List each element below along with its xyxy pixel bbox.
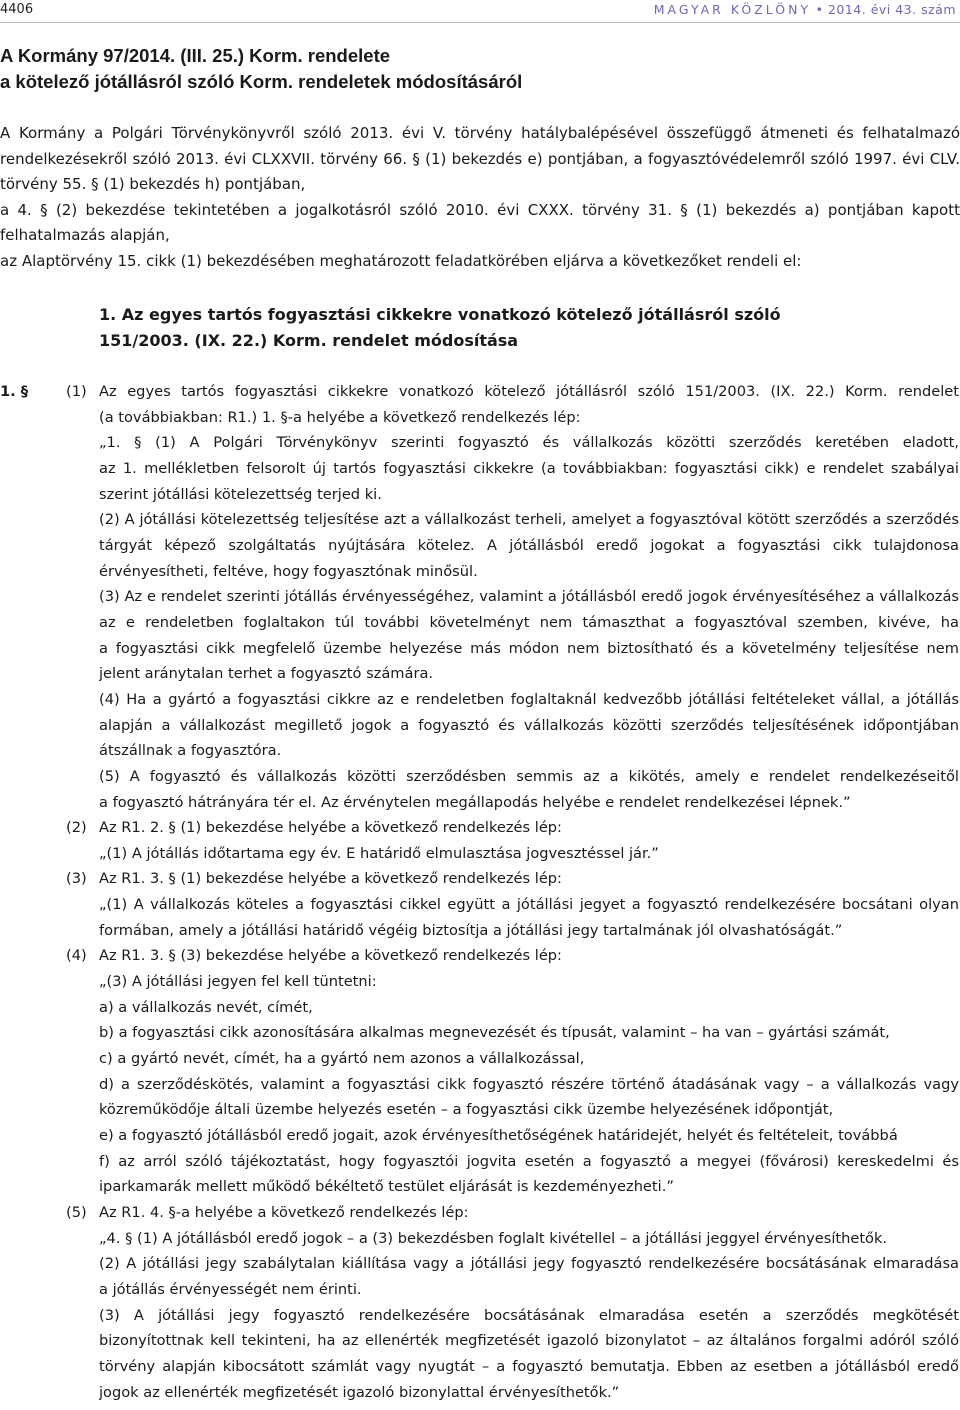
section-heading-line-2: 151/2003. (IX. 22.) Korm. rendelet módosítása [99, 331, 519, 350]
body-text: az 1. mellékletben felsorolt új tartós fogyasztási cikkekre (a továbbiakban: fogyasztási cikk) e rendelet szabályai [99, 459, 959, 477]
section-body [0, 379, 960, 1405]
preamble [0, 121, 960, 274]
preamble-paragraph-1: A Kormány a Polgári Törvénykönyvről szóló 2013. évi V. törvény hatálybalépésével összefüggő átmeneti és felhatalmazó rendelkezésekről szóló 2013. évi CLXXVII. törvény 66. § (1) bekezdés e) pontjában, a fogyasztóvédelemről szóló 1997. évi CLV. törvény 55. § (1) bekezdés h) pontjában, [0, 124, 960, 193]
body-text: (2) A jótállási kötelezettség teljesítése azt a vállalkozást terheli, amelyet a fogyasztóval kötött szerződés a szerződés [99, 511, 959, 529]
journal-issue-label [654, 2, 956, 17]
separator-bullet: • [815, 2, 824, 17]
body-text: „1. § (1) A Polgári Törvénykönyv szerinti fogyasztó és vállalkozás közötti szerződés keretében eladott, [99, 434, 959, 452]
body-line [0, 764, 960, 790]
body-text: f) az arról szóló tájékoztatást, hogy fogyasztói jogvita esetén a fogyasztó a megyei (fővárosi) kereskedelmi és [99, 1152, 959, 1170]
body-text: bizonyítottnak kell tekinteni, ha az ellenérték megfizetését igazoló bizonylatot – az általános forgalmi adóról szóló [99, 1332, 959, 1350]
body-text: c) a gyártó nevét, címét, ha a gyártó nem azonos a vállalkozással, [99, 1050, 585, 1068]
body-text: alapján a vállalkozást megillető jogok a fogyasztó és vállalkozás közötti szerződés teljesítésének időpontjában [99, 716, 959, 734]
body-text: törvény alapján kibocsátott számlát vagy nyugtát – a fogyasztó bemutatja. Ebben az esetben a jótállásból eredő [99, 1357, 959, 1375]
body-text: iparkamarák mellett működő békéltető testület eljárását is kezdeményezheti.” [99, 1178, 674, 1196]
body-line [0, 1226, 960, 1252]
body-line [0, 1380, 960, 1406]
body-line [0, 1046, 960, 1072]
body-line [0, 559, 960, 585]
body-line [0, 1174, 960, 1200]
body-line [0, 713, 960, 739]
subsection-number: (1) [66, 383, 87, 400]
body-line [0, 1123, 960, 1149]
body-line [0, 1354, 960, 1380]
body-line [0, 918, 960, 944]
body-text: szerint jótállási kötelezettség terjed ki. [99, 485, 382, 503]
body-text: b) a fogyasztási cikk azonosítására alkalmas megnevezését és típusát, valamint – ha van – gyártási számát, [99, 1024, 890, 1042]
preamble-paragraph-3: az Alaptörvény 15. cikk (1) bekezdésében meghatározott feladatkörében eljárva a következőket rendeli el: [0, 251, 802, 270]
body-line [0, 738, 960, 764]
body-line [0, 405, 960, 431]
body-text: jelent aránytalan terhet a fogyasztó számára. [99, 665, 434, 683]
body-text: (5) A fogyasztó és vállalkozás közötti szerződésben semmis az a kikötés, amely e rendelet rendelkezéseitől [99, 767, 959, 785]
body-line [0, 943, 960, 969]
body-line [0, 379, 960, 405]
body-line [0, 584, 960, 610]
paragraph-mark: 1. § [0, 383, 29, 400]
body-text: a fogyasztó hátrányára tér el. Az érvénytelen megállapodás helyébe e rendelet rendelkezései lépnek.” [99, 793, 851, 811]
section-heading-line-1: 1. Az egyes tartós fogyasztási cikkekre vonatkozó kötelező jótállásról szóló [99, 305, 781, 324]
body-line [0, 790, 960, 816]
body-text: (4) Ha a gyártó a fogyasztási cikkre az e rendeletben foglaltaknál kedvezőbb jótállási feltételeket vállal, a jótállás [99, 690, 959, 708]
body-line [0, 815, 960, 841]
decree-title [0, 43, 700, 95]
page-header [0, 0, 960, 24]
subsection-number: (4) [66, 947, 87, 965]
body-text: a) a vállalkozás nevét, címét, [99, 998, 313, 1016]
body-line [0, 866, 960, 892]
issue-number: 2014. évi 43. szám [827, 2, 956, 17]
body-line [0, 1303, 960, 1329]
body-line [0, 661, 960, 687]
body-text: (2) A jótállási jegy szabálytalan kiállítása vagy a jótállási jegy fogyasztó rendelkezésére bocsátásának elmaradása [99, 1255, 959, 1273]
body-line [0, 1097, 960, 1123]
subsection-number: (2) [66, 819, 87, 837]
body-text: (a továbbiakban: R1.) 1. §-a helyébe a következő rendelkezés lép: [99, 408, 581, 426]
body-line [0, 636, 960, 662]
page-number: 4406 [0, 2, 34, 17]
body-line [0, 1251, 960, 1277]
body-text: a fogyasztási cikk megfelelő üzembe helyezése más módon nem biztosítható és a követelmény teljesítése nem [99, 639, 959, 657]
body-text: érvényesítheti, feltéve, hogy fogyasztónak minősül. [99, 562, 478, 580]
body-text: „(1) A vállalkozás köteles a fogyasztási cikkel együtt a jótállási jegyet a fogyasztó rendelkezésére bocsátani olyan [99, 896, 959, 914]
body-text: Az R1. 3. § (3) bekezdése helyébe a következő rendelkezés lép: [99, 947, 562, 965]
body-text: Az egyes tartós fogyasztási cikkekre vonatkozó kötelező jótállásról szóló 151/2003. (IX. 22.) Korm. rendelet [99, 383, 959, 400]
subsection-number: (5) [66, 1204, 87, 1221]
body-text: Az R1. 3. § (1) bekezdése helyébe a következő rendelkezés lép: [99, 870, 562, 888]
body-line [0, 969, 960, 995]
body-line [0, 456, 960, 482]
body-text: a jótállás érvényességét nem érinti. [99, 1280, 362, 1298]
body-line [0, 1200, 960, 1226]
preamble-paragraph-2: a 4. § (2) bekezdése tekintetében a jogalkotásról szóló 2010. évi CXXX. törvény 31. § (1) bekezdés a) pontjában kapott felhatalmazás alapján, [0, 200, 960, 244]
body-text: formában, amely a jótállási határidő végéig biztosítja a jótállási jegy tartalmának jól olvashatóságát.” [99, 921, 843, 939]
body-line [0, 1328, 960, 1354]
section-heading [99, 302, 799, 354]
body-text: „4. § (1) A jótállásból eredő jogok – a (3) bekezdésben foglalt kivétellel – a jótállási jeggyel érvényesíthetők. [99, 1229, 888, 1247]
body-line [0, 1149, 960, 1175]
body-text: az e rendeletben foglaltakon túl további követelményt nem támaszthat a fogyasztóval szemben, kivéve, ha [99, 613, 959, 631]
body-line [0, 1277, 960, 1303]
body-text: d) a szerződéskötés, valamint a fogyasztási cikk fogyasztó részére történő átadásának vagy – a vállalkozás vagy [99, 1075, 959, 1093]
body-text: átszállnak a fogyasztóra. [99, 742, 282, 760]
body-text: Az R1. 4. §-a helyébe a következő rendelkezés lép: [99, 1204, 469, 1221]
body-text: e) a fogyasztó jótállásból eredő jogait, azok érvényesíthetőségének határidejét, helyét és feltételeit, továbbá [99, 1127, 898, 1145]
body-text: közreműködője általi üzembe helyezés esetén – a fogyasztási cikk üzembe helyezésének időpontját, [99, 1101, 834, 1119]
body-text: Az R1. 2. § (1) bekezdése helyébe a következő rendelkezés lép: [99, 819, 562, 837]
body-line [0, 430, 960, 456]
decree-title-line-2: a kötelező jótállásról szóló Korm. rendeletek módosításáról [0, 71, 523, 92]
body-text: jogok az ellenérték megfizetését igazoló bizonylattal érvényesíthetők.” [99, 1383, 620, 1401]
body-line [0, 995, 960, 1021]
body-line [0, 1072, 960, 1098]
body-text: „(3) A jótállási jegyen fel kell tüntetni: [99, 973, 377, 991]
body-line [0, 533, 960, 559]
body-line [0, 507, 960, 533]
body-text: (3) A jótállási jegy fogyasztó rendelkezésére bocsátásának elmaradása esetén a szerződés megkötését [99, 1306, 959, 1324]
body-text: „(1) A jótállás időtartama egy év. E határidő elmulasztása jogvesztéssel jár.” [99, 844, 659, 862]
subsection-number: (3) [66, 870, 87, 888]
body-text: (3) Az e rendelet szerinti jótállás érvényességéhez, valamint a jótállásból eredő jogok érvényesítéséhez a vállalkozás [99, 588, 959, 606]
journal-title: MAGYAR KÖZLÖNY [653, 2, 812, 17]
body-line [0, 687, 960, 713]
body-line [0, 892, 960, 918]
header-rule [0, 22, 960, 23]
body-line [0, 1020, 960, 1046]
body-text: tárgyát képező szolgáltatás nyújtására kötelez. A jótállásból eredő jogokat a fogyasztási cikk tulajdonosa [99, 536, 959, 554]
body-line [0, 482, 960, 508]
body-line [0, 841, 960, 867]
decree-title-line-1: A Kormány 97/2014. (III. 25.) Korm. rendelete [0, 45, 391, 66]
body-line [0, 610, 960, 636]
